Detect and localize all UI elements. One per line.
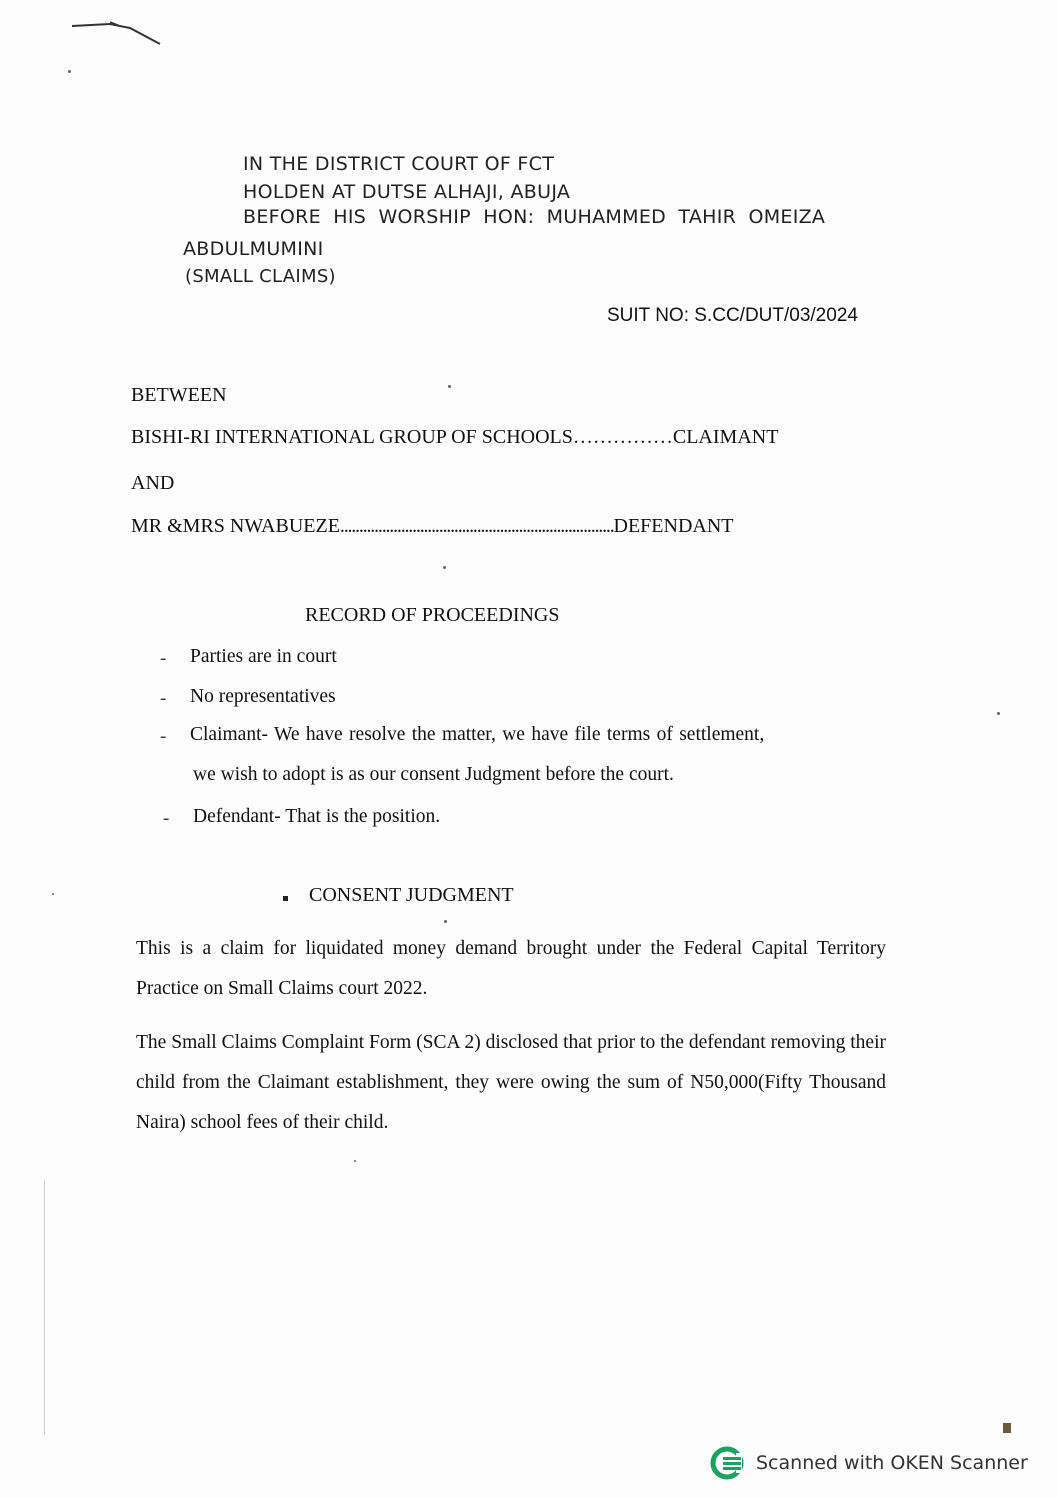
defendant-role: DEFENDANT: [613, 515, 734, 537]
list-item: Defendant- That is the position.: [193, 806, 441, 827]
scan-speck: [52, 893, 54, 895]
list-item-continuation: we wish to adopt is as our consent Judgment before the court.: [193, 764, 674, 785]
list-item: No representatives: [190, 686, 336, 707]
judgment-title: CONSENT JUDGMENT: [309, 884, 514, 906]
list-item: Claimant- We have resolve the matter, we have file terms of settlement,: [190, 724, 765, 745]
claimant-role: CLAIMANT: [672, 426, 779, 448]
and-label: AND: [131, 472, 175, 494]
court-division: (SMALL CLAIMS): [185, 266, 336, 287]
oken-scanner-logo-icon: [710, 1446, 744, 1480]
scanner-watermark: [710, 1443, 1028, 1483]
defendant-name: MR &MRS NWABUEZE: [131, 515, 340, 537]
judgment-paragraph-2: The Small Claims Complaint Form (SCA 2) disclosed that prior to the defendant removing their child from the Claimant establishment, they were owing the sum of N50,000(Fifty Thousand Naira) school fees of their child.: [136, 1032, 886, 1133]
scan-corner-mark: [1003, 1423, 1011, 1433]
presiding-judge-line: BEFORE HIS WORSHIP HON: MUHAMMED TAHIR OMEIZA: [243, 206, 826, 228]
list-marker: -: [160, 688, 167, 709]
scan-speck: [997, 712, 1000, 715]
list-marker: -: [160, 726, 167, 747]
judgment-paragraph-1: This is a claim for liquidated money demand brought under the Federal Capital Territory Practice on Small Claims court 2022.: [136, 938, 886, 999]
presiding-judge-surname: ABDULMUMINI: [183, 238, 324, 260]
suit-number: SUIT NO: S.CC/DUT/03/2024: [607, 305, 858, 326]
court-name-line: IN THE DISTRICT COURT OF FCT: [243, 153, 555, 175]
claimant-line: [131, 426, 778, 449]
list-marker: -: [160, 648, 167, 669]
court-location-line: HOLDEN AT DUTSE ALHAJI, ABUJA: [243, 181, 571, 203]
proceedings-title: RECORD OF PROCEEDINGS: [305, 604, 560, 626]
defendant-dots: ........................................................................: [339, 515, 614, 537]
list-item: Parties are in court: [190, 646, 337, 667]
scan-speck: [68, 70, 71, 73]
scan-speck: [444, 920, 447, 923]
defendant-line: [131, 515, 734, 538]
scan-speck: [354, 1160, 356, 1162]
scan-speck: [443, 566, 446, 569]
scanner-watermark-text: Scanned with OKEN Scanner: [756, 1452, 1028, 1474]
between-label: BETWEEN: [131, 384, 227, 406]
list-marker: -: [163, 808, 170, 829]
claimant-name: BISHI-RI INTERNATIONAL GROUP OF SCHOOLS: [131, 426, 573, 448]
claimant-dots: ……………: [572, 426, 673, 448]
square-bullet-icon: [283, 896, 288, 901]
scan-edge-line: [44, 1180, 45, 1435]
pen-scratch-mark: [70, 18, 170, 48]
scan-speck: [448, 385, 451, 388]
